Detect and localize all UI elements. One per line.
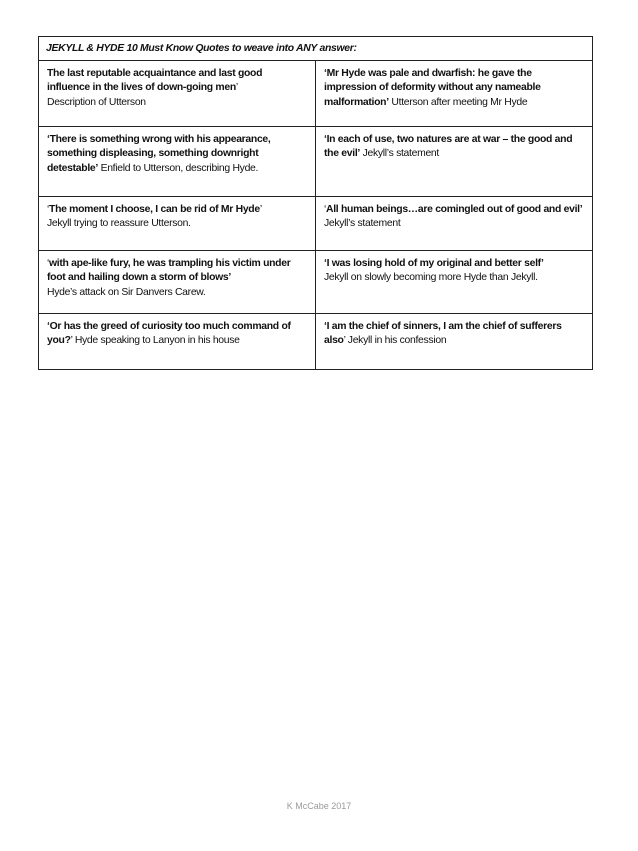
quote-cell — [316, 60, 593, 126]
quote-text: ‘I am the chief of sinners, I am the chief of sufferers also — [324, 320, 562, 347]
quote-cell — [316, 313, 593, 369]
quote-text: The moment I choose, I can be rid of Mr Hyde — [49, 203, 260, 215]
quote-cell — [316, 250, 593, 313]
quote-cell — [316, 196, 593, 250]
quote-close-mark: ’ — [235, 82, 238, 94]
quote-context: Jekyll trying to reassure Utterson. — [47, 218, 191, 230]
quote-cell — [39, 250, 316, 313]
quote-text: ‘Mr Hyde was pale and dwarfish: he gave the impression of deformity without any nameable malformation’ — [324, 67, 541, 108]
table-row — [39, 250, 593, 313]
quote-context: Hyde’s attack on Sir Danvers Carew. — [47, 286, 206, 298]
page-footer: K McCabe 2017 — [286, 801, 352, 811]
quote-context: Jekyll’s statement — [324, 218, 401, 230]
quote-text: ‘In each of use, two natures are at war – the good and the evil’ — [324, 133, 573, 160]
quote-context: Jekyll on slowly becoming more Hyde than Jekyll. — [324, 272, 538, 284]
quote-text: ‘I was losing hold of my original and better self’ — [324, 257, 544, 269]
quote-cell — [316, 126, 593, 196]
quote-close-mark: ’ — [343, 335, 346, 347]
table-row — [39, 60, 593, 126]
quote-cell — [39, 60, 316, 126]
quotes-table — [38, 36, 593, 370]
quote-cell — [39, 313, 316, 369]
quote-cell — [39, 196, 316, 250]
quote-open-mark: ‘ — [324, 203, 327, 215]
quote-cell — [39, 126, 316, 196]
quote-text: ‘There is something wrong with his appearance, something displeasing, something downright detestable’ — [47, 133, 271, 174]
quote-text: with ape-like fury, he was trampling his victim under foot and hailing down a storm of blows’ — [47, 257, 291, 284]
quote-context: Enfield to Utterson, describing Hyde. — [97, 162, 259, 174]
quote-close-mark: ’ — [70, 335, 73, 347]
table-title: JEKYLL & HYDE 10 Must Know Quotes to weave into ANY answer: — [39, 37, 593, 61]
quote-context: Description of Utterson — [47, 96, 146, 108]
quote-close-mark: ’ — [259, 203, 262, 215]
table-header-row — [39, 37, 593, 61]
quote-text: The last reputable acquaintance and last good influence in the lives of down-going men — [47, 67, 263, 94]
quote-open-mark: ‘ — [47, 203, 50, 215]
table-row — [39, 126, 593, 196]
quote-open-mark: ‘ — [47, 257, 50, 269]
quote-context: Hyde speaking to Lanyon in his house — [72, 335, 240, 347]
table-row — [39, 313, 593, 369]
quote-context: Utterson after meeting Mr Hyde — [388, 96, 528, 108]
quote-context: Jekyll in his confession — [345, 335, 447, 347]
table-row — [39, 196, 593, 250]
quote-text: ‘Or has the greed of curiosity too much command of you? — [47, 320, 291, 347]
quote-context: Jekyll’s statement — [360, 148, 439, 160]
quote-text: All human beings…are comingled out of good and evil’ — [326, 203, 583, 215]
